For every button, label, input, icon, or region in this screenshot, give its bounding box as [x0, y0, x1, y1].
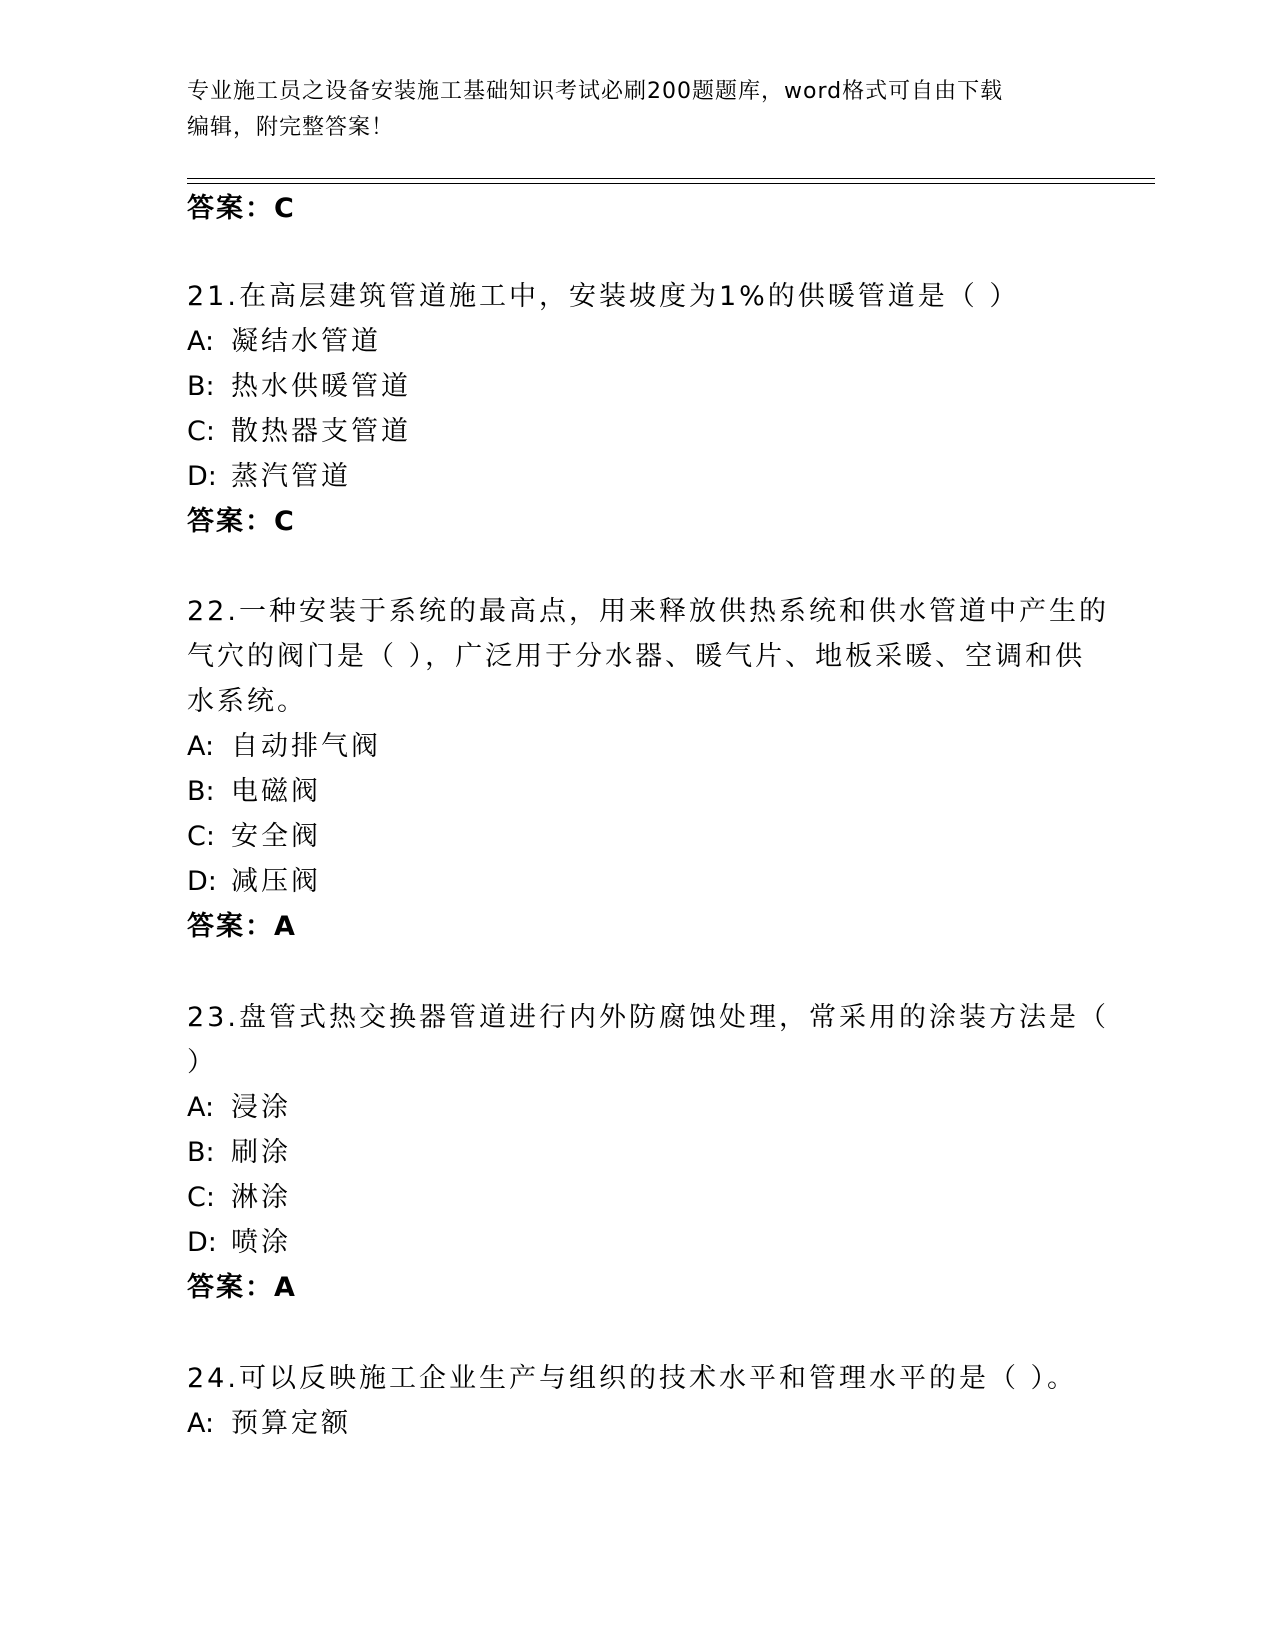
option-text: 电磁阀	[231, 776, 321, 807]
question-24-text: 24.可以反映施工企业生产与组织的技术水平和管理水平的是（ ）。	[187, 1363, 1078, 1394]
option-key: D:	[187, 1227, 217, 1258]
header-line-1: 专业施工员之设备安装施工基础知识考试必刷200题题库，word格式可自由下载	[187, 79, 1004, 104]
question-23-option-a	[187, 1090, 291, 1126]
option-text: 淋涂	[231, 1182, 291, 1213]
question-22-option-d	[187, 864, 321, 900]
option-key: D:	[187, 866, 217, 897]
question-21-option-b	[187, 369, 411, 405]
option-text: 热水供暖管道	[231, 371, 411, 402]
question-22-option-a	[187, 729, 381, 765]
question-22-text-line-1: 22.一种安装于系统的最高点，用来释放供热系统和供水管道中产生的	[187, 596, 1109, 627]
question-22-text-line-2: 气穴的阀门是（ ），广泛用于分水器、暖气片、地板采暖、空调和供	[187, 641, 1086, 672]
question-23-option-d	[187, 1225, 291, 1261]
question-22-answer: 答案：A	[187, 911, 297, 942]
question-22-option-c	[187, 819, 321, 855]
question-21-text: 21.在高层建筑管道施工中，安装坡度为1%的供暖管道是（ ）	[187, 281, 1020, 312]
option-key: A:	[187, 1408, 215, 1439]
document-header	[187, 74, 1067, 146]
header-rule-bottom	[187, 183, 1155, 184]
question-21-option-c	[187, 414, 411, 450]
option-key: A:	[187, 326, 215, 357]
previous-answer: 答案：C	[187, 193, 296, 224]
option-key: C:	[187, 416, 215, 447]
option-text: 浸涂	[231, 1092, 291, 1123]
header-rule-top	[187, 178, 1155, 179]
option-text: 自动排气阀	[231, 731, 381, 762]
option-text: 减压阀	[231, 866, 321, 897]
question-22-text-line-3: 水系统。	[187, 686, 307, 717]
option-text: 凝结水管道	[231, 326, 381, 357]
header-line-2: 编辑，附完整答案！	[187, 115, 395, 140]
question-23-option-c	[187, 1180, 291, 1216]
option-text: 刷涂	[231, 1137, 291, 1168]
option-key: B:	[187, 776, 215, 807]
question-24-option-a	[187, 1406, 351, 1442]
option-key: A:	[187, 1092, 215, 1123]
question-21-option-a	[187, 324, 381, 360]
option-key: A:	[187, 731, 215, 762]
option-text: 散热器支管道	[231, 416, 411, 447]
question-21-option-d	[187, 459, 351, 495]
option-key: C:	[187, 821, 215, 852]
question-22-option-b	[187, 774, 321, 810]
question-23-text-line-1: 23.盘管式热交换器管道进行内外防腐蚀处理，常采用的涂装方法是（	[187, 1002, 1109, 1033]
option-key: C:	[187, 1182, 215, 1213]
option-text: 喷涂	[231, 1227, 291, 1258]
question-23-option-b	[187, 1135, 291, 1171]
question-23-text-line-2: ）	[187, 1047, 217, 1078]
option-key: D:	[187, 461, 217, 492]
question-21-answer: 答案：C	[187, 506, 296, 537]
option-key: B:	[187, 371, 215, 402]
option-text: 安全阀	[231, 821, 321, 852]
option-text: 预算定额	[231, 1408, 351, 1439]
question-23-answer: 答案：A	[187, 1272, 297, 1303]
option-key: B:	[187, 1137, 215, 1168]
option-text: 蒸汽管道	[231, 461, 351, 492]
